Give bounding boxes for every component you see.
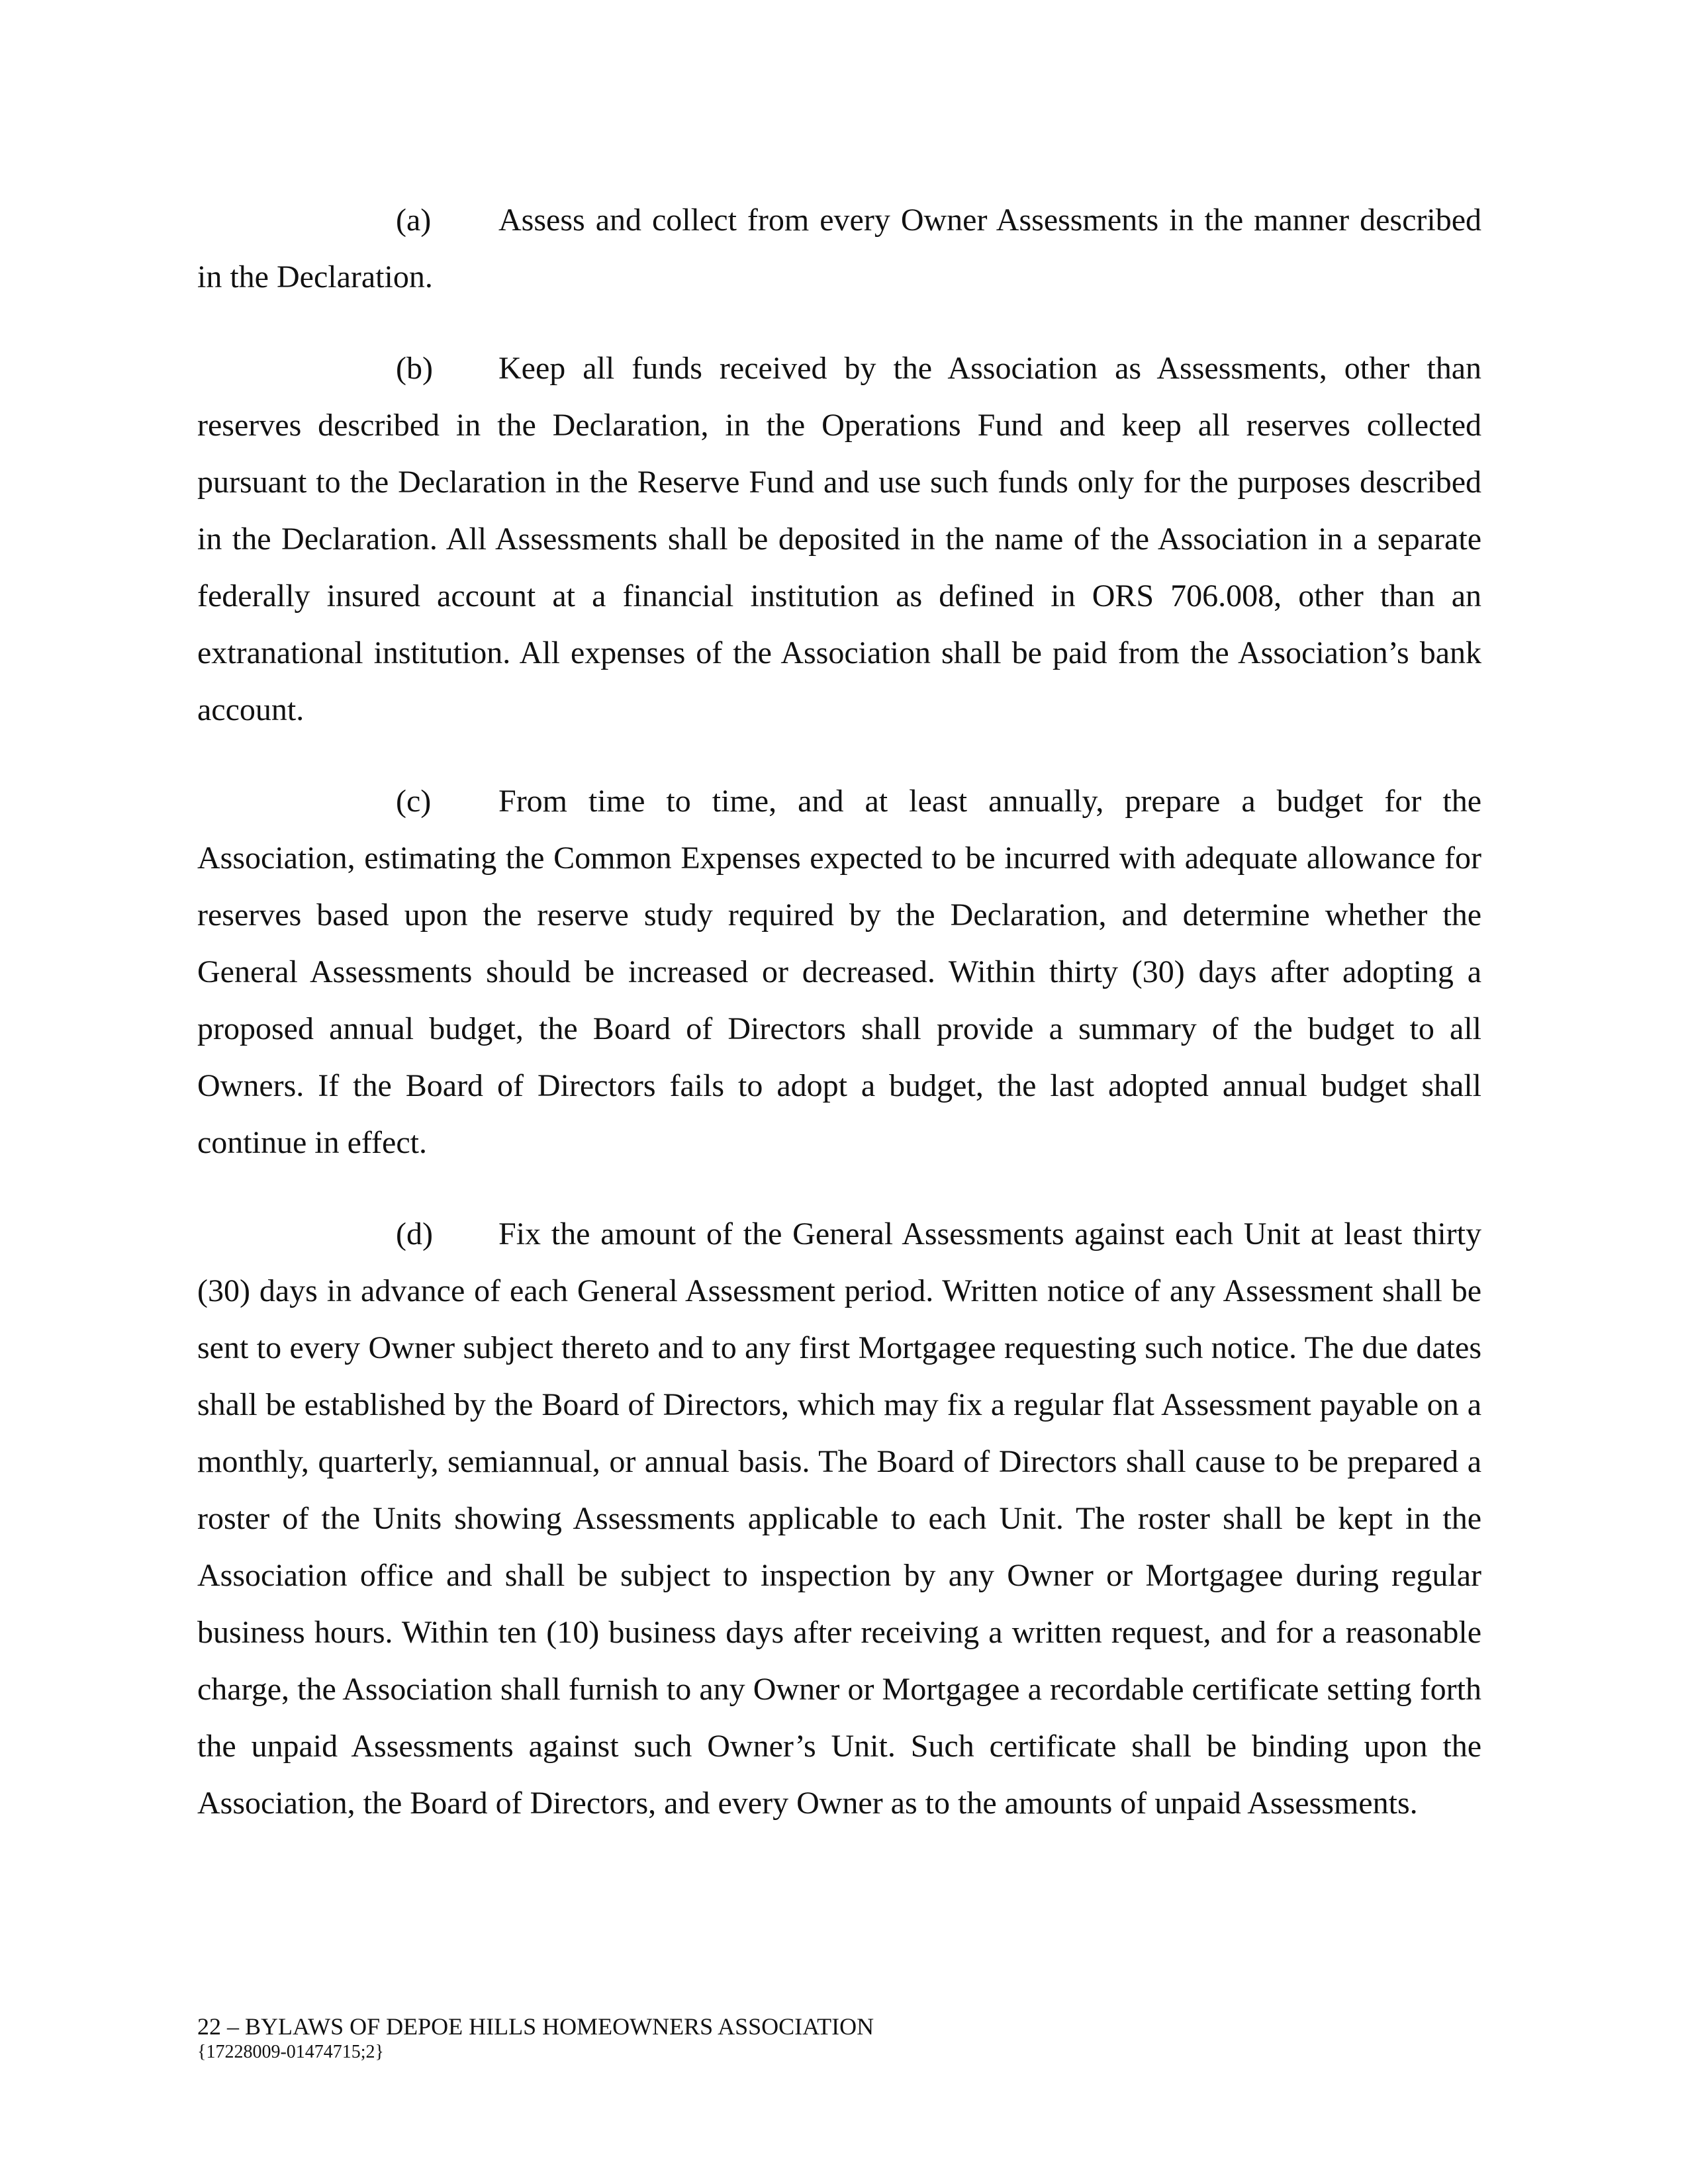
paragraph-a-text: Assess and collect from every Owner Assessments in the manner described in the Declaration. (197, 203, 1481, 295)
paragraph-d-label: (d) (396, 1216, 433, 1251)
footer-title: 22 – BYLAWS OF DEPOE HILLS HOMEOWNERS ASSOCIATION (197, 2013, 874, 2040)
paragraph-c (197, 773, 1481, 1171)
paragraph-c-label: (c) (396, 784, 432, 819)
paragraph-d-text: Fix the amount of the General Assessments against each Unit at least thirty (30) days in advance of each General Assessment period. Written notice of any Assessment shall be sent to every Owner subject thereto and to any first Mortgagee requesting such notice. The due dates shall be established by the Board of Directors, which may fix a regular flat Assessment payable on a monthly, quarterly, semiannual, or annual basis. The Board of Directors shall cause to be prepared a roster of the Units showing Assessments applicable to each Unit. The roster shall be kept in the Association office and shall be subject to inspection by any Owner or Mortgagee during regular business hours. Within ten (10) business days after receiving a written request, and for a reasonable charge, the Association shall furnish to any Owner or Mortgagee a recordable certificate setting forth the unpaid Assessments against such Owner’s Unit. Such certificate shall be binding upon the Association, the Board of Directors, and every Owner as to the amounts of unpaid Assessments. (197, 1216, 1481, 1821)
paragraph-c-text: From time to time, and at least annually, prepare a budget for the Association, estimating the Common Expenses expected to be incurred with adequate allowance for reserves based upon the reserve study required by the Declaration, and determine whether the General Assessments should be increased or decreased. Within thirty (30) days after adopting a proposed annual budget, the Board of Directors shall provide a summary of the budget to all Owners. If the Board of Directors fails to adopt a budget, the last adopted annual budget shall continue in effect. (197, 784, 1481, 1160)
paragraph-a (197, 192, 1481, 306)
paragraph-d (197, 1206, 1481, 1832)
footer-document-id: {17228009-01474715;2} (197, 2042, 384, 2062)
page-footer (197, 2012, 1455, 2064)
paragraph-b-label: (b) (396, 351, 433, 386)
paragraph-b (197, 340, 1481, 739)
paragraph-b-text: Keep all funds received by the Association as Assessments, other than reserves described in the Declaration, in the Operations Fund and keep all reserves collected pursuant to the Declaration in the Reserve Fund and use such funds only for the purposes described in the Declaration. All Assessments shall be deposited in the name of the Association in a separate federally insured account at a financial institution as defined in ORS 706.008, other than an extranational institution. All expenses of the Association shall be paid from the Association’s bank account. (197, 351, 1481, 727)
paragraph-a-label: (a) (396, 203, 432, 238)
document-body (197, 192, 1481, 1866)
